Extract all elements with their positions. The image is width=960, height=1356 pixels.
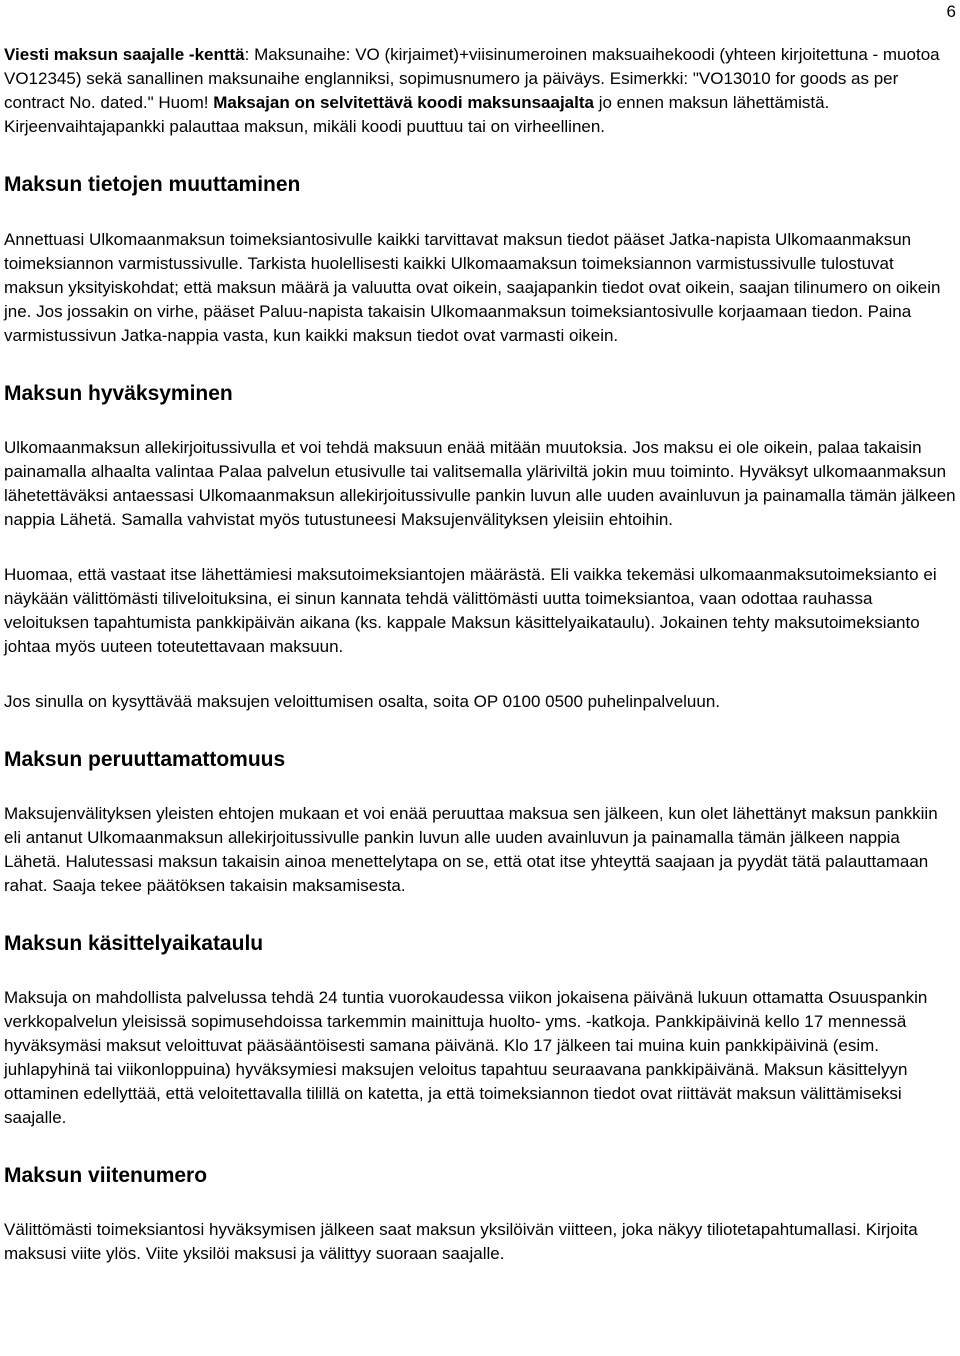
section-irrevocability: [4, 747, 956, 898]
section-reference-number: [4, 1163, 956, 1266]
section-heading: Maksun tietojen muuttaminen: [4, 173, 301, 196]
field-label: Viesti maksun saajalle -kenttä: [4, 45, 245, 64]
section-heading: Maksun hyväksyminen: [4, 382, 233, 405]
section-payment-approval: [4, 381, 956, 714]
section-heading: Maksun peruuttamattomuus: [4, 748, 286, 771]
section-paragraph: Välittömästi toimeksiantosi hyväksymisen jälkeen saat maksun yksilöivän viitteen, joka näkyy tiliotetapahtumallasi. Kirjoita maksusi viite ylös. Viite yksilöi maksusi ja välittyy suoraan saajalle.: [4, 1220, 918, 1263]
section-paragraph: Jos sinulla on kysyttävää maksujen veloittumisen osalta, soita OP 0100 0500 puhelinpalveluun.: [4, 692, 721, 711]
section-paragraph: Maksujenvälityksen yleisten ehtojen mukaan et voi enää peruuttaa maksua sen jälkeen, kun olet lähettänyt maksun pankkiin eli antanut Ulkomaanmaksun allekirjoitussivulle pankin luvun alle uuden avainluvun ja painamalla tämän jälkeen nappia Lähetä. Halutessasi maksun takaisin ainoa menettelytapa on se, että otat itse yhteyttä saajaan ja pyydät tätä palauttamaan rahat. Saaja tekee päätöksen takaisin maksamisesta.: [4, 804, 938, 895]
section-heading: Maksun viitenumero: [4, 1164, 208, 1187]
section-paragraph: Annettuasi Ulkomaanmaksun toimeksiantosivulle kaikki tarvittavat maksun tiedot pääset Jatka-napista Ulkomaanmaksun toimeksiannon varmistussivulle. Tarkista huolellisesti kaikki Ulkomaamaksun toimeksiannon varmistussivulle tulostuvat maksun yksityiskohdat; että maksun määrä ja valuutta ovat oikein, saajapankin tiedot ovat oikein, saajan tilinumero on oikein jne. Jos jossakin on virhe, pääset Paluu-napista takaisin Ulkomaanmaksun toimeksiantosivulle korjaamaan tiedon. Paina varmistussivun Jatka-nappia vasta, kun kaikki maksun tiedot ovat varmasti oikein.: [4, 230, 941, 345]
intro-text-b: jo ennen maksun lähettämistä. Kirjeenvaihtajapankki palauttaa maksun, mikäli koodi puuttuu tai on virheellinen.: [4, 93, 830, 136]
section-paragraph: Ulkomaanmaksun allekirjoitussivulla et voi tehdä maksuun enää mitään muutoksia. Jos maksu ei ole oikein, palaa takaisin painamalla alhaalta valintaa Palaa palvelun etusivulle tai valitsemalla yläriviltä jokin muu toiminto. Hyväksyt ulkomaanmaksun lähetettäväksi antaessasi Ulkomaanmaksun allekirjoitussivulle pankin luvun alle uuden avainluvun ja painamalla tämän jälkeen nappia Lähetä. Samalla vahvistat myös tutustuneesi Maksujenvälityksen yleisiin ehtoihin.: [4, 438, 956, 529]
page-number: 6: [946, 2, 956, 21]
warning-text: Maksajan on selvitettävä koodi maksunsaajalta: [213, 93, 594, 112]
document-body: [4, 43, 956, 1266]
section-payment-changes: [4, 172, 956, 348]
section-heading: Maksun käsittelyaikataulu: [4, 932, 264, 955]
section-paragraph: Huomaa, että vastaat itse lähettämiesi maksutoimeksiantojen määrästä. Eli vaikka tekemäsi ulkomaanmaksutoimeksianto ei näykään välittömästi tiliveloituksina, ei sinun kannata tehdä välittömästi uutta toimeksiantoa, vaan odottaa rauhassa veloituksen tapahtumista pankkipäivän aikana (ks. kappale Maksun käsittelyaikataulu). Jokainen tehty maksutoimeksianto johtaa myös uuteen toteutettavaan maksuun.: [4, 565, 937, 656]
intro-paragraph: [4, 43, 956, 139]
section-processing-schedule: [4, 931, 956, 1130]
intro-text-a: : Maksunaihe: VO (kirjaimet)+viisinumeroinen maksuaihekoodi (yhteen kirjoitettuna - muotoa VO12345) sekä sanallinen maksunaihe englanniksi, sopimusnumero ja päiväys. Esimerkki: "VO13010 for goods as per contract No. dated." Huom!: [4, 45, 940, 112]
section-paragraph: Maksuja on mahdollista palvelussa tehdä 24 tuntia vuorokaudessa viikon jokaisena päivänä lukuun ottamatta Osuuspankin verkkopalvelun yleisissä sopimusehdoissa tarkemmin mainittuja huolto- yms. -katkoja. Pankkipäivinä kello 17 mennessä hyväksymäsi maksut veloittuvat pääsääntöisesti samana päivänä. Klo 17 jälkeen tai muina kuin pankkipäivinä (esim. juhlapyhinä tai viikonloppuina) hyväksymiesi maksujen veloitus tapahtuu seuraavana pankkipäivänä. Maksun käsittelyyn ottaminen edellyttää, että veloitettavalla tilillä on katetta, ja että toimeksiannon tiedot ovat riittävät maksun välittämiseksi saajalle.: [4, 988, 928, 1127]
